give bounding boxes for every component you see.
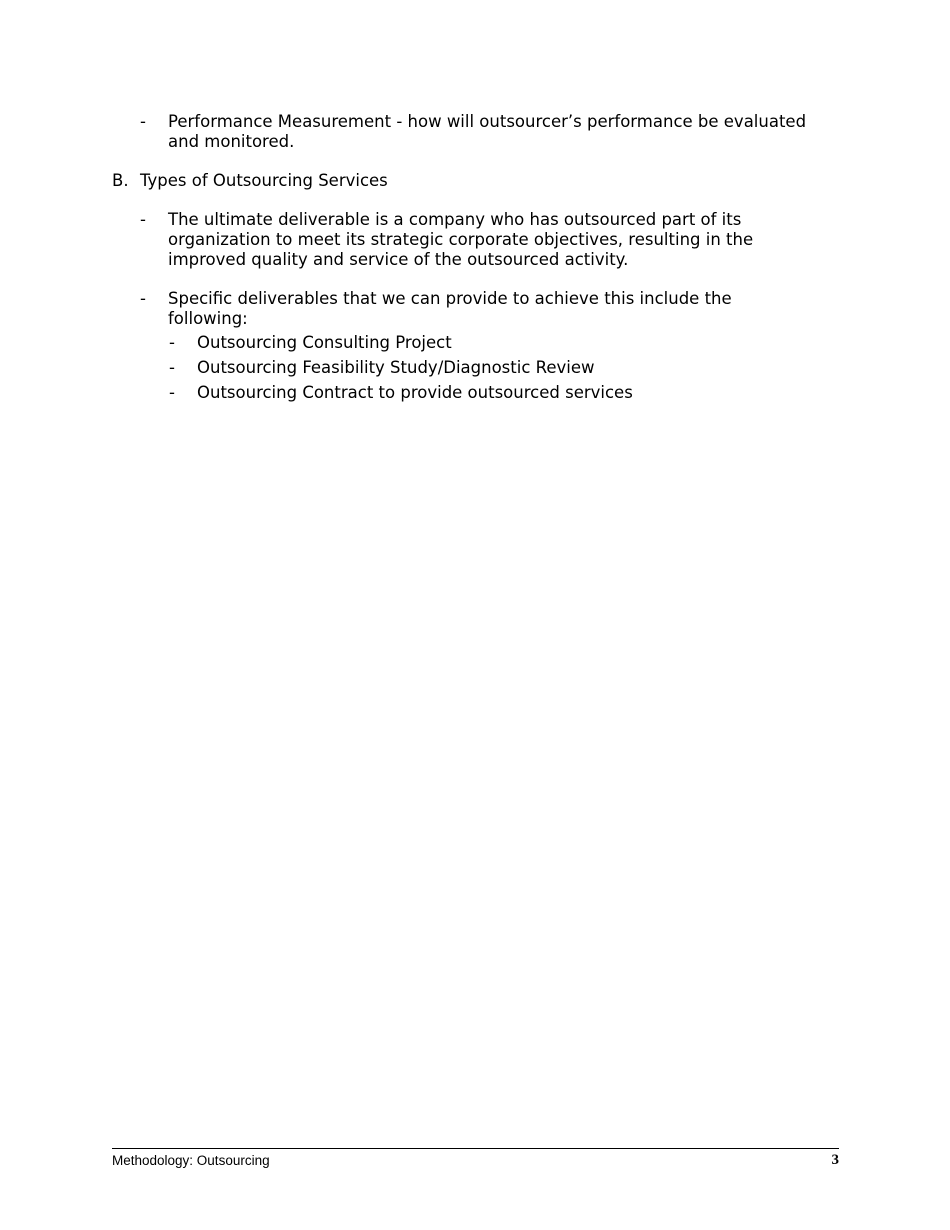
section-marker: B. — [112, 171, 129, 190]
section-heading — [0, 171, 950, 191]
list-item-text: Specific deliverables that we can provide to achieve this include the following: — [168, 289, 732, 328]
list-dash: - — [140, 210, 146, 229]
footer-title: Methodology: Outsourcing — [112, 1153, 270, 1168]
sub-list-item — [0, 383, 950, 403]
page-number: 3 — [831, 1152, 839, 1168]
list-item — [0, 112, 950, 152]
list-item-text: Performance Measurement - how will outsourcer’s performance be evaluated and monitored. — [168, 112, 807, 151]
sub-list-item — [0, 333, 950, 353]
list-item — [0, 289, 950, 329]
footer-divider — [112, 1148, 839, 1149]
sub-list-item-text: Outsourcing Contract to provide outsourced services — [197, 383, 633, 402]
sub-list-item-text: Outsourcing Feasibility Study/Diagnostic Review — [197, 358, 595, 377]
sub-list-item — [0, 358, 950, 378]
sub-list-dash: - — [169, 383, 175, 402]
sub-list-dash: - — [169, 333, 175, 352]
list-dash: - — [140, 112, 146, 131]
sub-list-dash: - — [169, 358, 175, 377]
list-dash: - — [140, 289, 146, 308]
list-item — [0, 210, 950, 270]
section-title: Types of Outsourcing Services — [140, 171, 388, 190]
sub-list-item-text: Outsourcing Consulting Project — [197, 333, 452, 352]
list-item-text: The ultimate deliverable is a company who has outsourced part of its organization to meet its strategic corporate objectives, resulting in the improved quality and service of the outsourced activity. — [168, 210, 754, 269]
